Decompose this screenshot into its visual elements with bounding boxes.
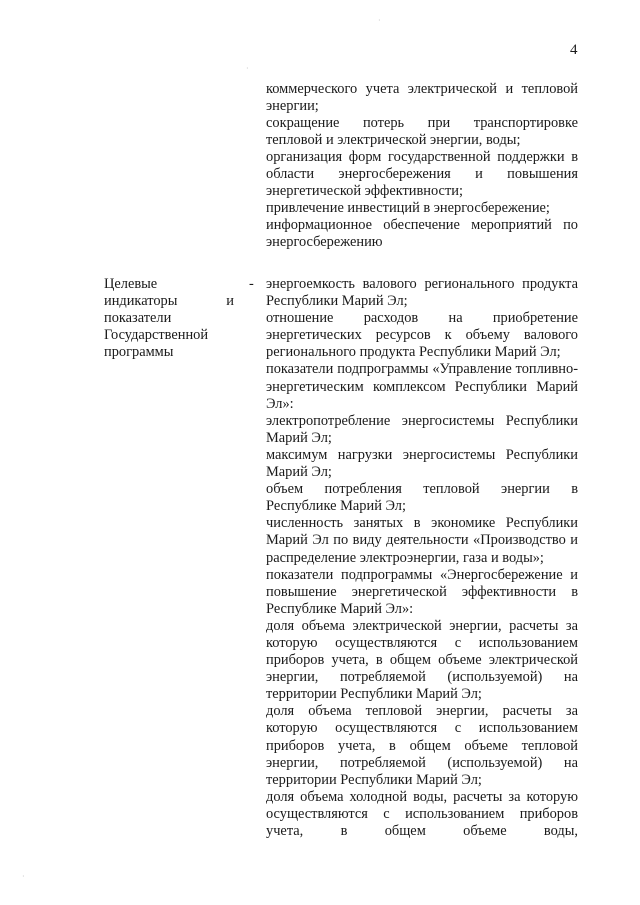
top-item: информационное обеспечение мероприятий по энергосбережению bbox=[266, 217, 578, 250]
indicator-item: доля объема электрической энергии, расчеты за которую осуществляются с использованием приборов учета, в общем объеме электрической энергии, потребляемой (используемой) на территории Республики Марий Эл; bbox=[266, 617, 578, 703]
label-line: программы bbox=[104, 344, 174, 360]
scan-speck: · bbox=[22, 872, 25, 881]
indicator-item: максимум нагрузки энергосистемы Республики Марий Эл; bbox=[266, 446, 578, 481]
section-label bbox=[104, 276, 234, 361]
indicator-item: доля объема тепловой энергии, расчеты за которую осуществляются с использованием приборов учета, в общем объеме тепловой энергии, потребляемой (используемой) на территории Республики Марий Эл; bbox=[266, 703, 578, 788]
label-line: Государственной bbox=[104, 327, 209, 343]
indicator-item: энергоемкость валового регионального продукта Республики Марий Эл; bbox=[266, 276, 578, 310]
scan-speck: · bbox=[246, 64, 249, 73]
label-line: Целевые bbox=[104, 276, 158, 292]
top-items-block bbox=[266, 81, 578, 251]
top-item: сокращение потерь при транспортировке тепловой и электрической энергии, воды; bbox=[266, 115, 578, 148]
indicator-item: показатели подпрограммы «Энергосбережение и повышение энергетической эффективности в Республике Марий Эл»: bbox=[266, 566, 578, 617]
indicator-item: доля объема холодной воды, расчеты за которую осуществляются с использованием приборов учета, в общем объеме воды, bbox=[266, 788, 578, 839]
indicator-item: численность занятых в экономике Республики Марий Эл по виду деятельности «Производство и распределение электроэнергии, газа и воды»; bbox=[266, 515, 578, 566]
label-line: показатели bbox=[104, 310, 172, 326]
indicator-item: показатели подпрограммы «Управление топливно-энергетическим комплексом Республики Марий Эл»: bbox=[266, 361, 578, 412]
indicator-item: электропотребление энергосистемы Республики Марий Эл; bbox=[266, 412, 578, 446]
indicator-item: отношение расходов на приобретение энергетических ресурсов к объему валового регионального продукта Республики Марий Эл; bbox=[266, 310, 578, 361]
label-word: индикаторы bbox=[104, 293, 178, 309]
indicator-item: объем потребления тепловой энергии в Республике Марий Эл; bbox=[266, 481, 578, 515]
top-item: коммерческого учета электрической и тепловой энергии; bbox=[266, 81, 578, 114]
separator-dash: - bbox=[249, 276, 254, 292]
label-word: и bbox=[226, 293, 234, 309]
top-item: организация форм государственной поддержки в области энергосбережения и повышения энергетической эффективности; bbox=[266, 149, 578, 199]
page-number: 4 bbox=[570, 42, 578, 58]
scan-speck: · bbox=[378, 16, 381, 25]
top-item: привлечение инвестиций в энергосбережение; bbox=[266, 200, 550, 216]
label-line bbox=[104, 293, 234, 310]
section-body bbox=[266, 276, 578, 840]
